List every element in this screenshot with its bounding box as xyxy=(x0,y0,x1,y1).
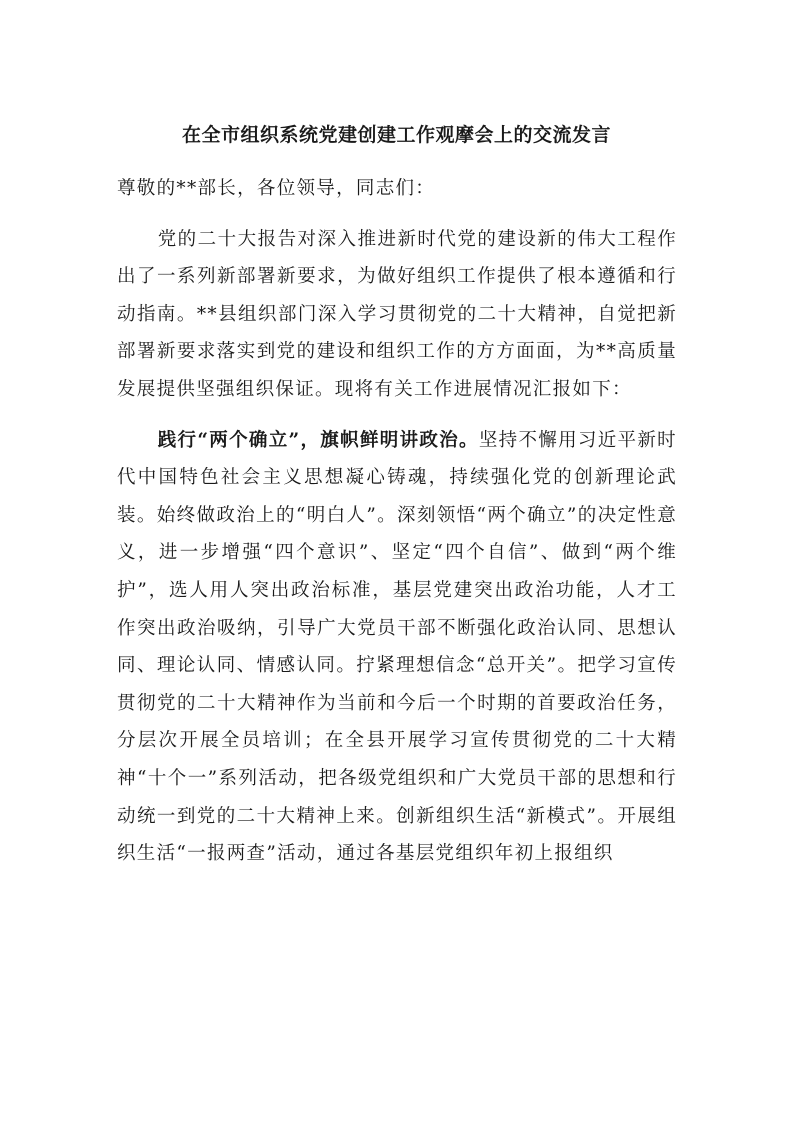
document-body xyxy=(117,170,677,886)
paragraph-intro xyxy=(117,221,677,409)
document-title: 在全市组织系统党建创建工作观摩会上的交流发言 xyxy=(181,124,611,146)
section-heading: 践行“两个确立”，旗帜鲜明讲政治。 xyxy=(157,429,479,451)
paragraph-section-1 xyxy=(117,422,677,873)
greeting: 尊敬的**部长，各位领导，同志们： xyxy=(117,178,436,199)
paragraph-text: 党的二十大报告对深入推进新时代党的建设新的伟大工程作出了一系列新部署新要求，为做好组织工作提供了根本遵循和行动指南。**县组织部门深入学习贯彻党的二十大精神，自觉把新部署新要求落实到党的建设和组织工作的方方面面，为**高质量发展提供坚强组织保证。现将有关工作进展情况汇报如下： xyxy=(117,228,677,400)
paragraph-text: 坚持不懈用习近平新时代中国特色社会主义思想凝心铸魂，持续强化党的创新理论武装。始终做政治上的“明白人”。深刻领悟“两个确立”的决定性意义，进一步增强“四个意识”、坚定“四个自信”、做到“两个维护”，选人用人突出政治标准，基层党建突出政治功能，人才工作突出政治吸纳，引导广大党员干部不断强化政治认同、思想认同、理论认同、情感认同。拧紧理想信念“总开关”。把学习宣传贯彻党的二十大精神作为当前和今后一个时期的首要政治任务，分层次开展全员培训；在全县开展学习宣传贯彻党的二十大精神“十个一”系列活动，把各级党组织和广大党员干部的思想和行动统一到党的二十大精神上来。创新组织生活“新模式”。开展组织生活“一报两查”活动，通过各基层党组织年初上报组织 xyxy=(117,429,677,865)
